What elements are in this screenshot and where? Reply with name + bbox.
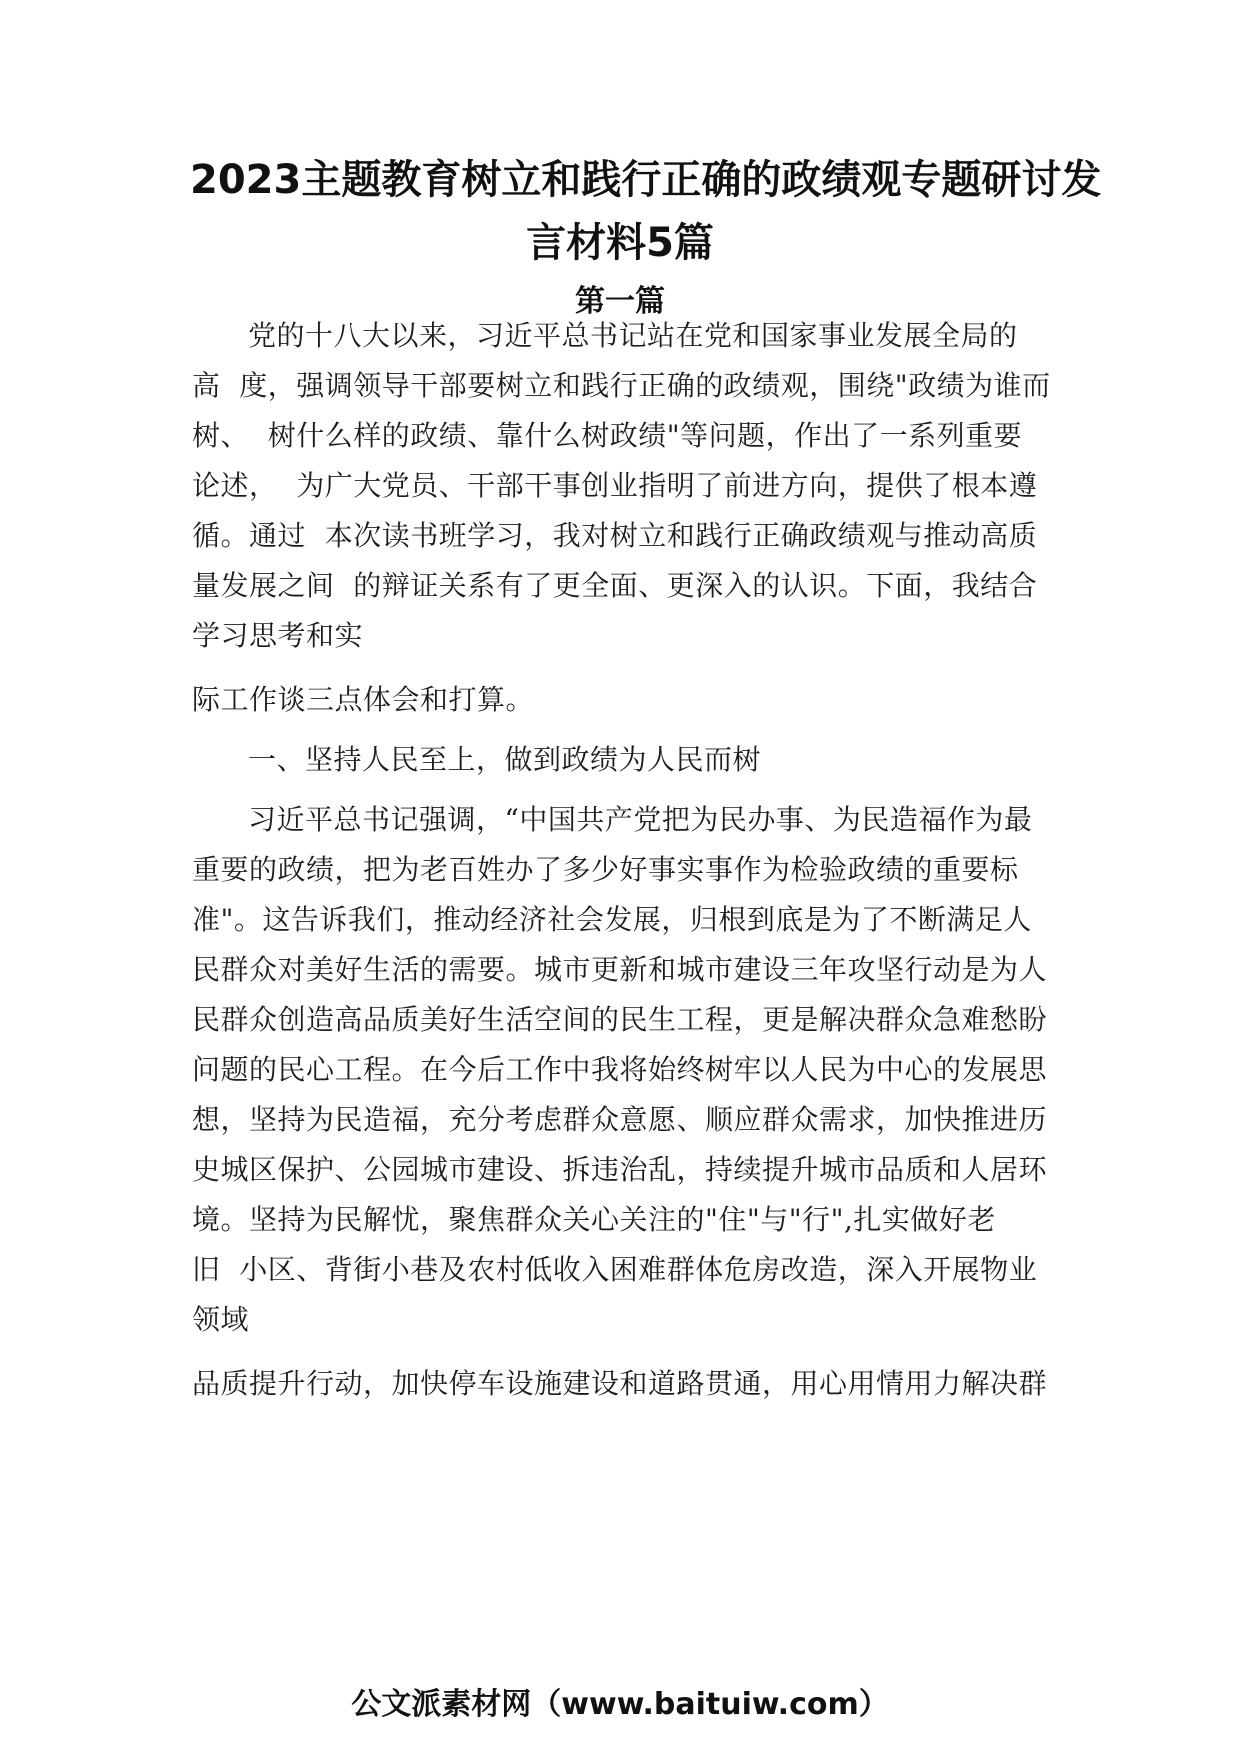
body-line: 学习思考和实: [192, 619, 364, 652]
section-heading: 第一篇: [575, 284, 665, 319]
body-line: 党的十八大以来，习近平总书记站在党和国家事业发展全局的: [248, 319, 1018, 352]
body-line: 领域: [192, 1303, 250, 1336]
body-line: 民群众创造高品质美好生活空间的民生工程，更是解决群众急难愁盼: [192, 1003, 1048, 1036]
body-line: 想，坚持为民造福，充分考虑群众意愿、顺应群众需求，加快推进历: [192, 1103, 1048, 1136]
body-line: 树、 树什么样的政绩、靠什么树政绩"等问题，作出了一系列重要: [192, 419, 1023, 452]
body-line: 境。坚持为民解忧，聚焦群众关心关注的"住"与"行",扎实做好老: [192, 1203, 996, 1236]
body-line: 重要的政绩，把为老百姓办了多少好事实事作为检验政绩的重要标: [192, 853, 1019, 886]
body-line: 旧 小区、背街小巷及农村低收入困难群体危房改造，深入开展物业: [192, 1253, 1038, 1286]
body-line: 准"。这告诉我们，推动经济社会发展，归根到底是为了不断满足人: [192, 903, 1032, 936]
body-line: 习近平总书记强调，“中国共产党把为民办事、为民造福作为最: [248, 803, 1033, 836]
body-line: 史城区保护、公园城市建设、拆违治乱，持续提升城市品质和人居环: [192, 1153, 1048, 1186]
footer-source-watermark: 公文派素材网（www.baituiw.com）: [351, 1687, 889, 1722]
body-line: 问题的民心工程。在今后工作中我将始终树牢以人民为中心的发展思: [192, 1053, 1048, 1086]
body-line: 高 度，强调领导干部要树立和践行正确的政绩观，围绕"政绩为谁而: [192, 369, 1051, 402]
body-line: 量发展之间 的辩证关系有了更全面、更深入的认识。下面，我结合: [192, 569, 1038, 602]
body-line: 循。通过 本次读书班学习，我对树立和践行正确政绩观与推动高质: [192, 519, 1038, 552]
body-line: 际工作谈三点体会和打算。: [192, 683, 535, 716]
body-line: 论述， 为广大党员、干部干事创业指明了前进方向，提供了根本遵: [192, 469, 1038, 502]
section-subheading: 一、坚持人民至上，做到政绩为人民而树: [248, 743, 762, 776]
document-title-line-2: 言材料5篇: [526, 220, 714, 266]
document-title-line-1: 2023主题教育树立和践行正确的政绩观专题研讨发: [190, 157, 1102, 203]
body-line: 民群众对美好生活的需要。城市更新和城市建设三年攻坚行动是为人: [192, 953, 1048, 986]
body-line: 品质提升行动，加快停车设施建设和道路贯通，用心用情用力解决群: [192, 1367, 1048, 1400]
